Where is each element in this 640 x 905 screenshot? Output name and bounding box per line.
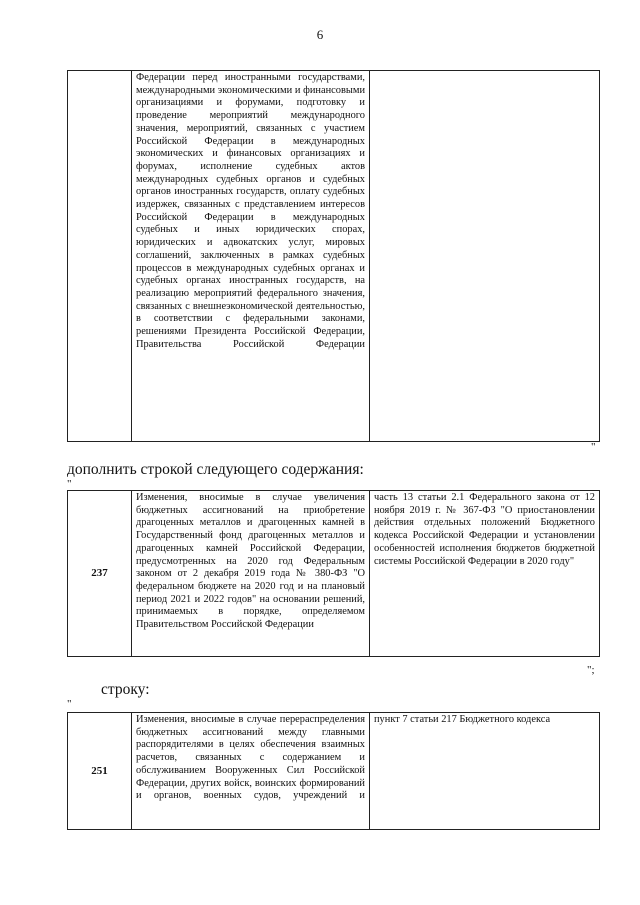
row-description-cell bbox=[132, 71, 370, 442]
row-reference-cell: пункт 7 статьи 217 Бюджетного кодекса bbox=[370, 713, 600, 830]
table-row bbox=[68, 713, 600, 830]
row-reference-cell: часть 13 статьи 2.1 Федерального закона от 12 ноября 2019 г. № 367-ФЗ "О приостановлении действия отдельных положений Бюджетного кодекса Российской Федерации и установлении особенностей исполнения бюджетов бюджетной системы Российской Федерации в 2020 году" bbox=[370, 491, 600, 657]
row-reference-cell bbox=[370, 71, 600, 442]
closing-quote: " bbox=[591, 441, 596, 453]
closing-quote: "; bbox=[587, 664, 595, 676]
row-number-cell: 251 bbox=[68, 713, 132, 830]
table-row bbox=[68, 491, 600, 657]
budget-table-replaced-row bbox=[67, 712, 600, 830]
heading-add-row: дополнить строкой следующего содержания: bbox=[67, 461, 364, 478]
row-description-cell: Изменения, вносимые в случае перераспределения бюджетных ассигнований между главными распорядителями в целях обеспечения взаимных расчетов, связанных с содержанием и обслуживанием Вооруженных Сил Российской Федерации, других войск, воинских формирований и органов, военных судов, учреждений и bbox=[132, 713, 370, 830]
opening-quote: " bbox=[67, 478, 72, 490]
row-description-cell: Изменения, вносимые в случае увеличения бюджетных ассигнований на приобретение драгоценных металлов и драгоценных камней в Государственный фонд драгоценных металлов и драгоценных камней Российской Федерации, предусмотренных на 2020 год Федеральным законом от 2 декабря 2019 года № 380-ФЗ "О федеральном бюджете на 2020 год и на плановый период 2021 и 2022 годов" на основании решений, принимаемых в порядке, определяемом Правительством Российской Федерации bbox=[132, 491, 370, 657]
row-description-text: Федерации перед иностранными государствами, международными экономическими и финансовыми организациями и форумами, подготовку и проведение мероприятий международного значения, мероприятий, связанных с участием Российской Федерации в международных экономических и финансовых организациях и форумах, исполнение судебных актов международных судебных органов и судебных органов иностранных государств, оплату судебных издержек, связанных с представлением интересов Российской Федерации в международных судебных и иных юридических спорах, юридических и адвокатских услуг, мировых соглашений, заключенных в рамках судебных процессов в международных судебных органах и судебных органах иностранных государств, на реализацию мероприятий федерального значения, связанных с внешнеэкономической деятельностью, в соответствии с федеральными законами, решениями Президента Российской Федерации, Правительства Российской Федерации bbox=[136, 72, 365, 350]
row-number-cell: 237 bbox=[68, 491, 132, 657]
heading-row: строку: bbox=[101, 681, 150, 698]
row-number-cell bbox=[68, 71, 132, 442]
budget-table-new-row bbox=[67, 490, 600, 657]
page-number: 6 bbox=[316, 27, 324, 42]
opening-quote: " bbox=[67, 698, 72, 710]
budget-table-continuation bbox=[67, 70, 600, 442]
table-row bbox=[68, 71, 600, 442]
